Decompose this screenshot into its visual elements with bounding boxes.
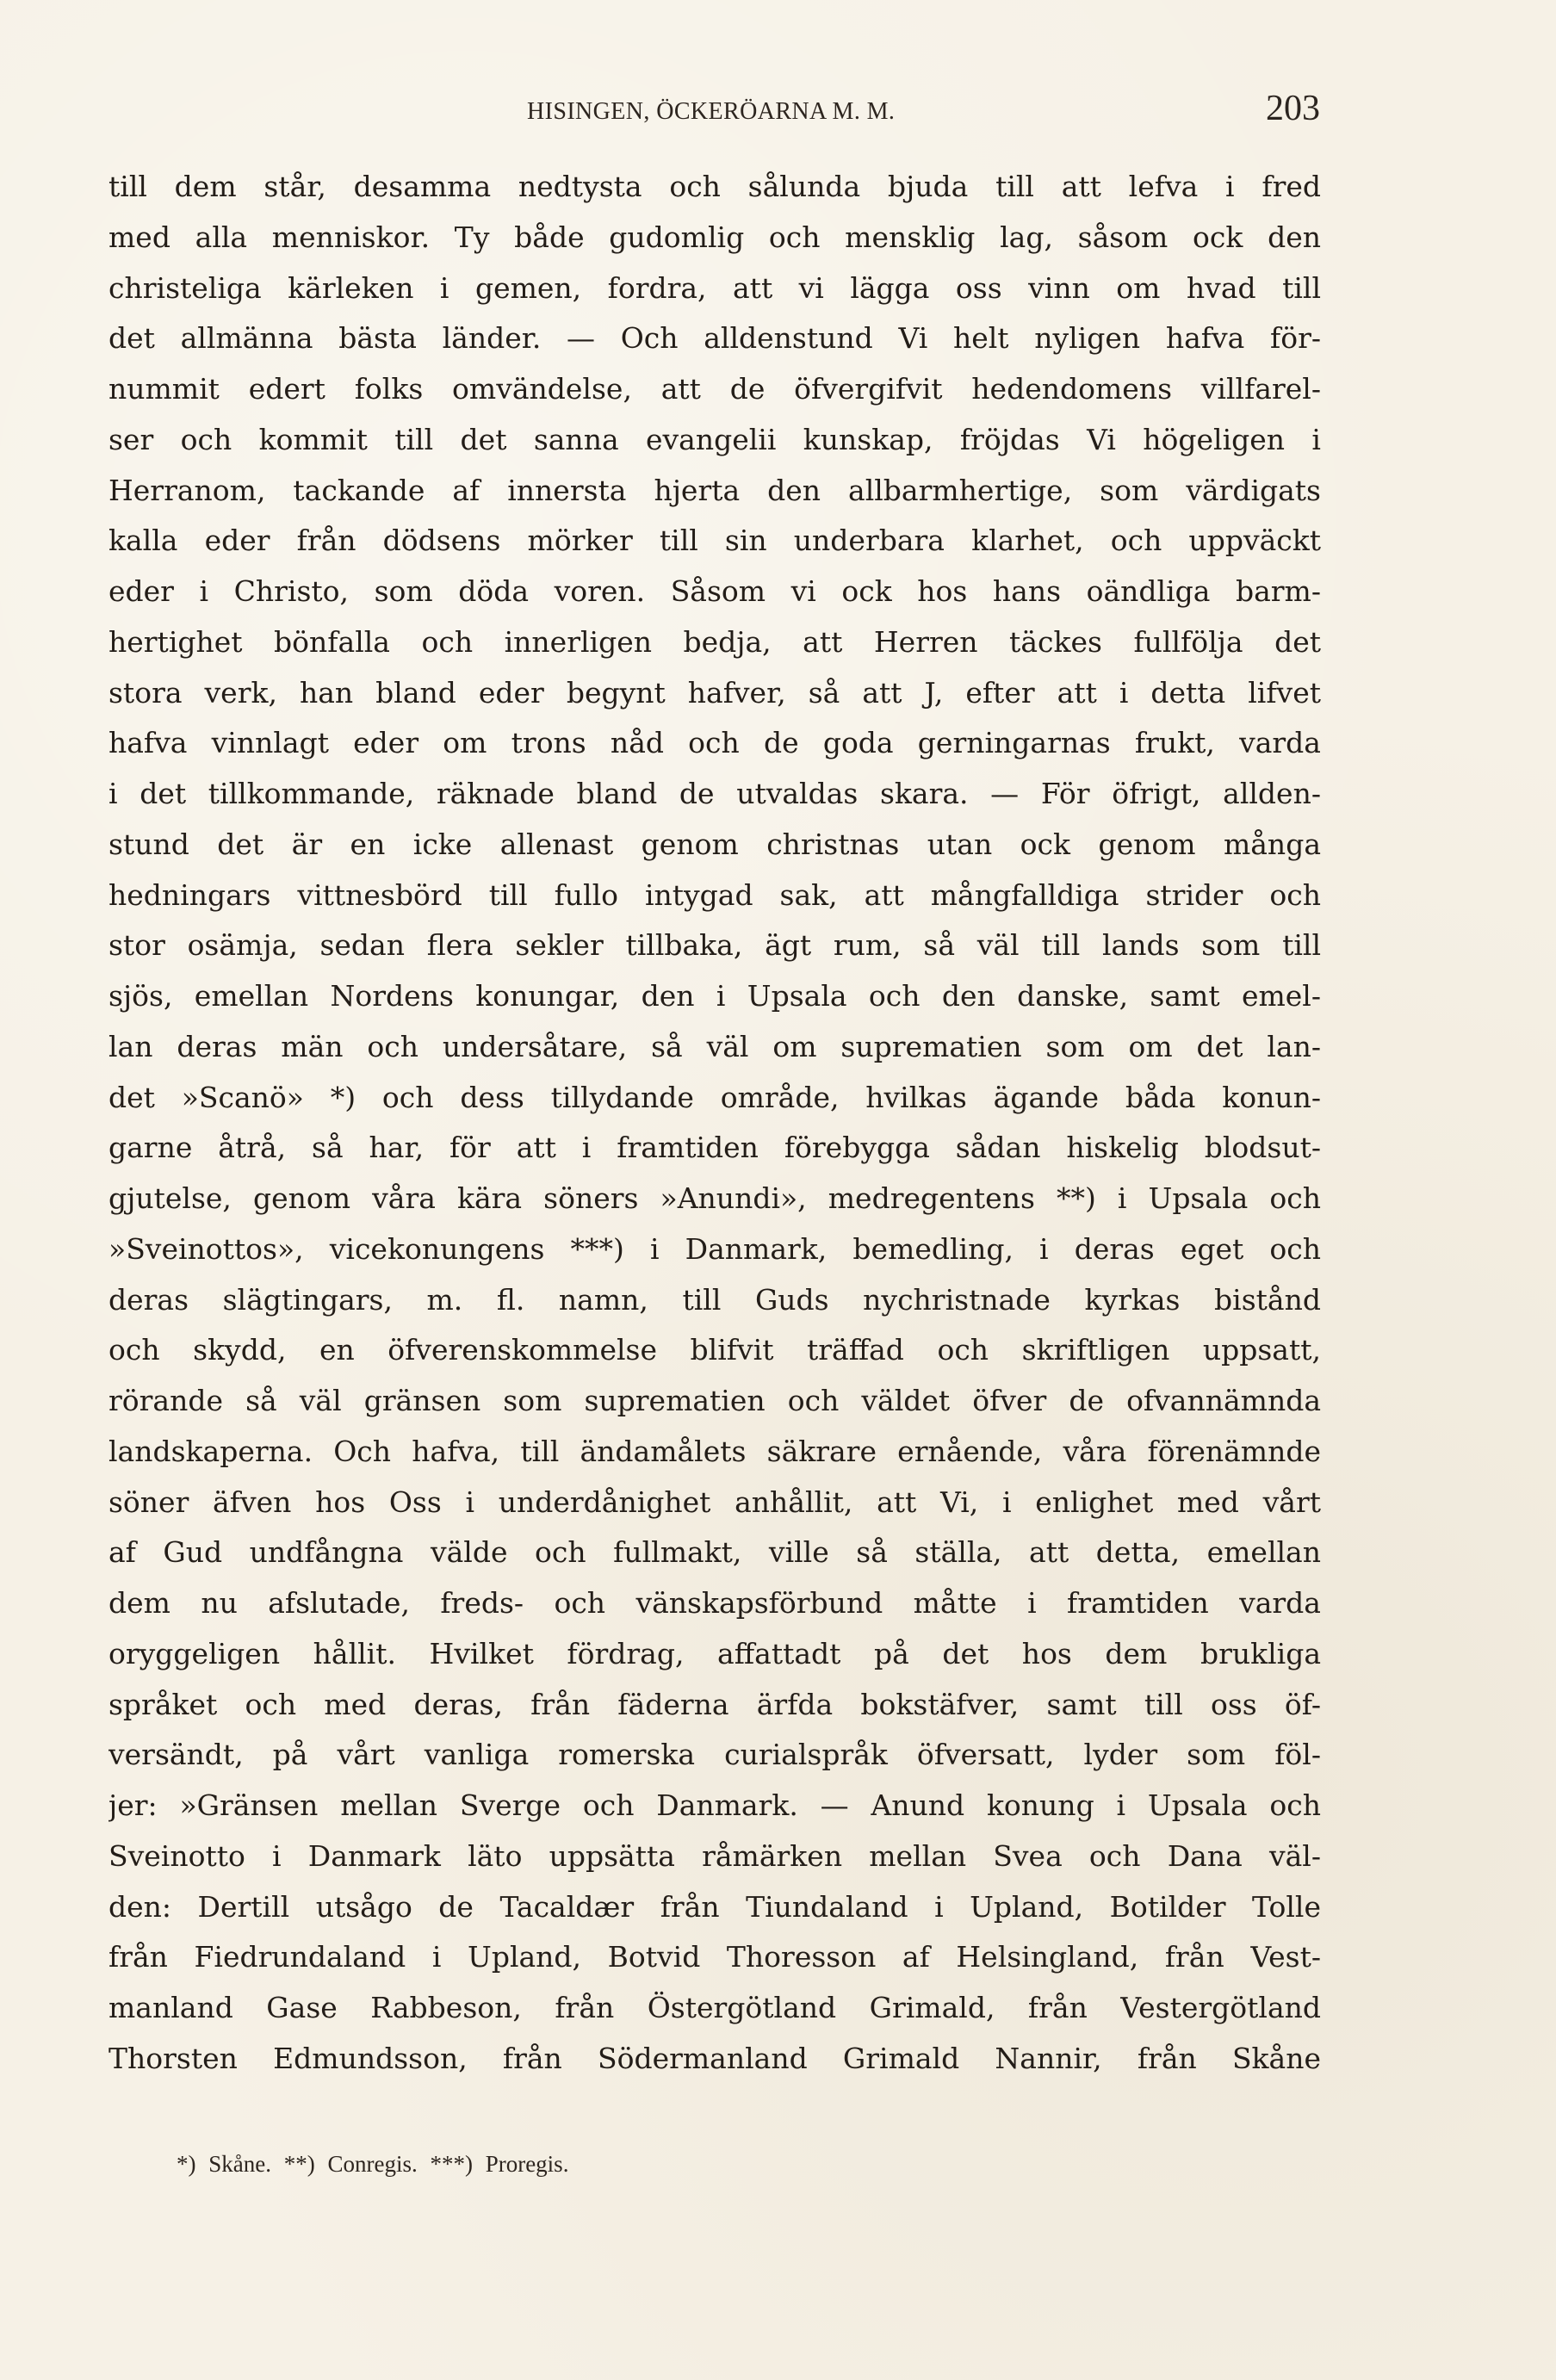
text-line: oryggeligen hållit. Hvilket fördrag, affattadt på det hos dem brukliga: [108, 1636, 1321, 1670]
text-line: söner äfven hos Oss i underdånighet anhållit, att Vi, i enlighet med vårt: [108, 1484, 1321, 1519]
text-line: Thorsten Edmundsson, från Södermanland Grimald Nannir, från Skåne: [108, 2041, 1321, 2075]
text-line: dem nu afslutade, freds- och vänskapsförbund måtte i framtiden varda: [108, 1586, 1321, 1620]
text-line: stor osämja, sedan flera sekler tillbaka, ägt rum, så väl till lands som till: [108, 928, 1321, 963]
text-line: deras slägtingars, m. fl. namn, till Guds nychristnade kyrkas bistånd: [108, 1282, 1321, 1317]
text-line: garne åtrå, så har, för att i framtiden förebygga sådan hiskelig blodsut-: [108, 1131, 1321, 1165]
text-line: hertighet bönfalla och innerligen bedja, att Herren täckes fullfölja det: [108, 624, 1321, 659]
text-line: Herranom, tackande af innersta hjerta den allbarmhertige, som värdigats: [108, 473, 1321, 507]
text-line: den: Dertill utsågo de Tacaldær från Tiundaland i Upland, Botilder Tolle: [108, 1889, 1321, 1924]
text-line: stund det är en icke allenast genom christnas utan ock genom många: [108, 827, 1321, 861]
text-line: manland Gase Rabbeson, från Östergötland Grimald, från Vestergötland: [108, 1991, 1321, 2024]
text-line: i det tillkommande, räknade bland de utvaldas skara. — För öfrigt, allden-: [108, 777, 1321, 810]
running-head: HISINGEN, ÖCKERÖARNA M. M.: [527, 98, 896, 125]
text-line: rörande så väl gränsen som suprematien och väldet öfver de ofvannämnda: [108, 1384, 1321, 1417]
text-line: Sveinotto i Danmark läto uppsätta råmärken mellan Svea och Dana väl-: [108, 1838, 1321, 1873]
text-line: sjös, emellan Nordens konungar, den i Upsala och den danske, samt emel-: [108, 979, 1321, 1013]
body-text: [108, 162, 1321, 2085]
text-line: med alla menniskor. Ty både gudomlig och mensklig lag, såsom ock den: [108, 220, 1321, 254]
text-line: det allmänna bästa länder. — Och alldenstund Vi helt nyligen hafva för-: [108, 321, 1321, 356]
text-line: af Gud undfångna välde och fullmakt, ville så ställa, att detta, emellan: [108, 1535, 1321, 1570]
text-line: kalla eder från dödsens mörker till sin underbara klarhet, och uppväckt: [108, 524, 1321, 558]
text-line: jer: »Gränsen mellan Sverge och Danmark. — Anund konung i Upsala och: [108, 1788, 1321, 1822]
text-line: och skydd, en öfverenskommelse blifvit träffad och skriftligen uppsatt,: [108, 1333, 1321, 1367]
text-line: stora verk, han bland eder begynt hafver, så att J, efter att i detta lifvet: [108, 675, 1321, 710]
text-line: landskaperna. Och hafva, till ändamålets säkrare ernående, våra förenämnde: [108, 1434, 1321, 1468]
text-line: gjutelse, genom våra kära söners »Anundi», medregentens **) i Upsala och: [108, 1181, 1321, 1215]
text-line: till dem står, desamma nedtysta och sålunda bjuda till att lefva i fred: [108, 170, 1321, 203]
text-line: eder i Christo, som döda voren. Såsom vi ock hos hans oändliga barm-: [108, 574, 1321, 608]
text-line: lan deras män och undersåtare, så väl om suprematien som om det lan-: [108, 1029, 1321, 1063]
text-line: nummit edert folks omvändelse, att de öfvergifvit hedendomens villfarel-: [108, 372, 1321, 406]
text-line: versändt, på vårt vanliga romerska curialspråk öfversatt, lyder som föl-: [108, 1738, 1321, 1772]
page-number: 203: [1266, 89, 1320, 128]
text-line: från Fiedrundaland i Upland, Botvid Thoresson af Helsingland, från Vest-: [108, 1940, 1321, 1974]
text-line: ser och kommit till det sanna evangelii kunskap, fröjdas Vi högeligen i: [108, 422, 1321, 456]
text-line: hafva vinnlagt eder om trons nåd och de goda gerningarnas frukt, varda: [108, 726, 1321, 760]
footnotes: *) Skåne. **) Conregis. ***) Proregis.: [177, 2151, 569, 2177]
text-line: »Sveinottos», vicekonungens ***) i Danmark, bemedling, i deras eget och: [108, 1231, 1321, 1266]
text-line: hedningars vittnesbörd till fullo intygad sak, att mångfalldiga strider och: [108, 877, 1321, 912]
text-line: språket och med deras, från fäderna ärfda bokstäfver, samt till oss öf-: [108, 1687, 1321, 1721]
text-line: det »Scanö» *) och dess tillydande område, hvilkas ägande båda konun-: [108, 1080, 1321, 1114]
text-line: christeliga kärleken i gemen, fordra, att vi lägga oss vinn om hvad till: [108, 270, 1321, 305]
